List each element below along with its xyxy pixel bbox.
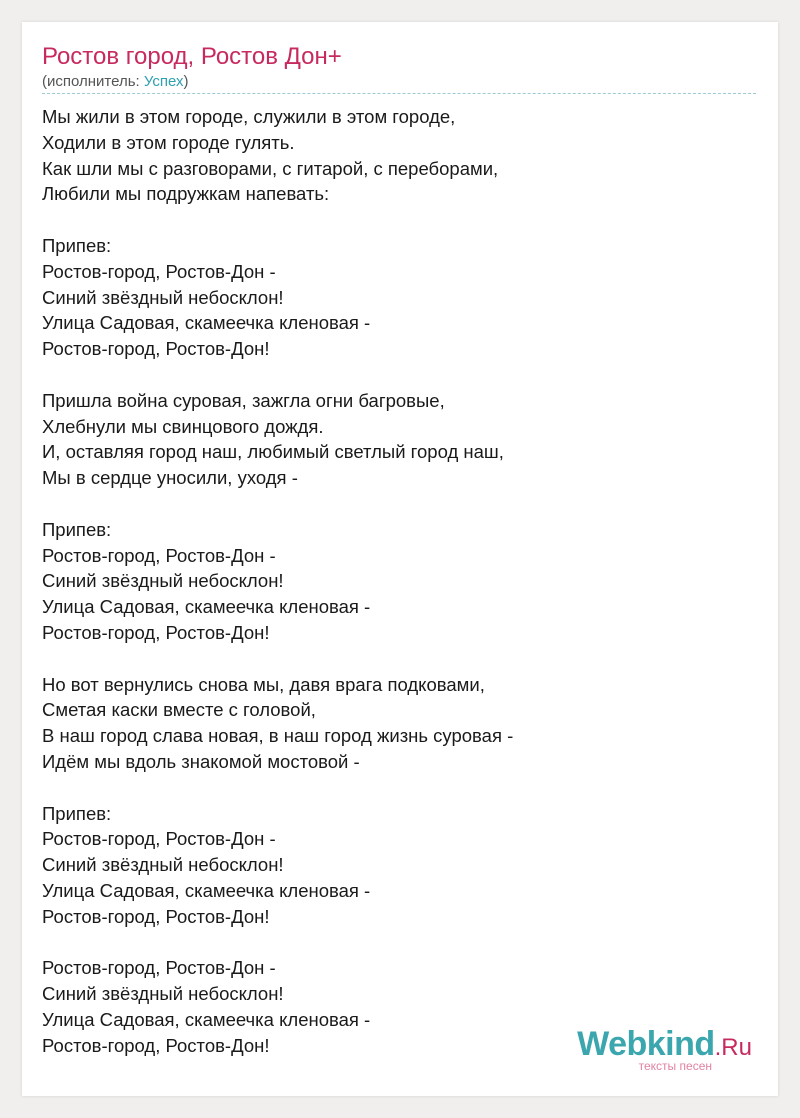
lyric-line: Мы жили в этом городе, служили в этом городе,	[42, 106, 456, 127]
lyric-line: Ростов-город, Ростов-Дон!	[42, 1034, 270, 1056]
lyric-line: Синий звёздный небосклон!	[42, 286, 284, 308]
logo-tagline: тексты песен	[638, 1059, 712, 1073]
lyrics-stanza	[42, 801, 756, 930]
lyric-line: Как шли мы с разговорами, с гитарой, с переборами,	[42, 157, 499, 179]
lyric-line: Любили мы подружкам напевать:	[42, 183, 330, 205]
artist-suffix: )	[183, 73, 189, 90]
lyric-line: Улица Садовая, скамеечка кленовая -	[42, 1008, 371, 1030]
artist-line	[42, 72, 189, 92]
logo-suffix: .Ru	[714, 1034, 752, 1061]
lyric-line: Ростов-город, Ростов-Дон -	[42, 828, 276, 850]
webkind-logo	[577, 1026, 752, 1072]
lyrics-body	[42, 104, 756, 1084]
lyric-line: Ростов-город, Ростов-Дон!	[42, 338, 270, 360]
lyric-line: Синий звёздный небосклон!	[42, 854, 284, 876]
lyric-line: Хлебнули мы свинцового дождя.	[42, 415, 324, 437]
artist-prefix: (исполнитель:	[42, 73, 144, 90]
lyric-line: Ходили в этом городе гулять.	[42, 131, 295, 153]
artist-link[interactable]: Успех	[143, 73, 184, 90]
lyric-line: Пришла война суровая, зажгла огни багровые,	[42, 389, 445, 411]
lyric-line: Улица Садовая, скамеечка кленовая -	[42, 312, 371, 334]
lyric-line: Припев:	[42, 234, 112, 256]
lyric-line: Ростов-город, Ростов-Дон -	[42, 260, 276, 282]
lyric-line: Ростов-город, Ростов-Дон!	[42, 905, 270, 927]
lyric-line: Идём мы вдоль знакомой мостовой -	[42, 750, 360, 772]
lyric-line: Ростов-город, Ростов-Дон -	[42, 544, 276, 566]
lyric-line: Припев:	[42, 518, 112, 540]
lyric-line: Синий звёздный небосклон!	[42, 570, 284, 592]
lyric-line: Синий звёздный небосклон!	[42, 983, 284, 1005]
lyric-line: Улица Садовая, скамеечка кленовая -	[42, 596, 371, 618]
lyrics-stanza	[42, 672, 756, 775]
lyric-line: Ростов-город, Ростов-Дон -	[42, 957, 276, 979]
lyric-line: И, оставляя город наш, любимый светлый город наш,	[42, 441, 504, 463]
lyric-line: В наш город слава новая, в наш город жизнь суровая -	[42, 725, 514, 747]
lyrics-stanza	[42, 517, 756, 646]
lyrics-stanza	[42, 104, 756, 207]
title-divider	[42, 93, 756, 94]
lyrics-sheet	[22, 22, 778, 1096]
logo-name: Webkind	[577, 1025, 715, 1063]
song-title: Ростов город, Ростов Дон+	[42, 43, 342, 70]
lyrics-stanza	[42, 388, 756, 491]
lyrics-stanza	[42, 233, 756, 362]
lyric-line: Припев:	[42, 802, 112, 824]
lyric-line: Но вот вернулись снова мы, давя врага подковами,	[42, 673, 485, 695]
lyric-line: Сметая каски вместе с головой,	[42, 699, 316, 721]
lyric-line: Улица Садовая, скамеечка кленовая -	[42, 879, 371, 901]
lyric-line: Ростов-город, Ростов-Дон!	[42, 621, 270, 643]
lyric-line: Мы в сердце уносили, уходя -	[42, 467, 298, 489]
